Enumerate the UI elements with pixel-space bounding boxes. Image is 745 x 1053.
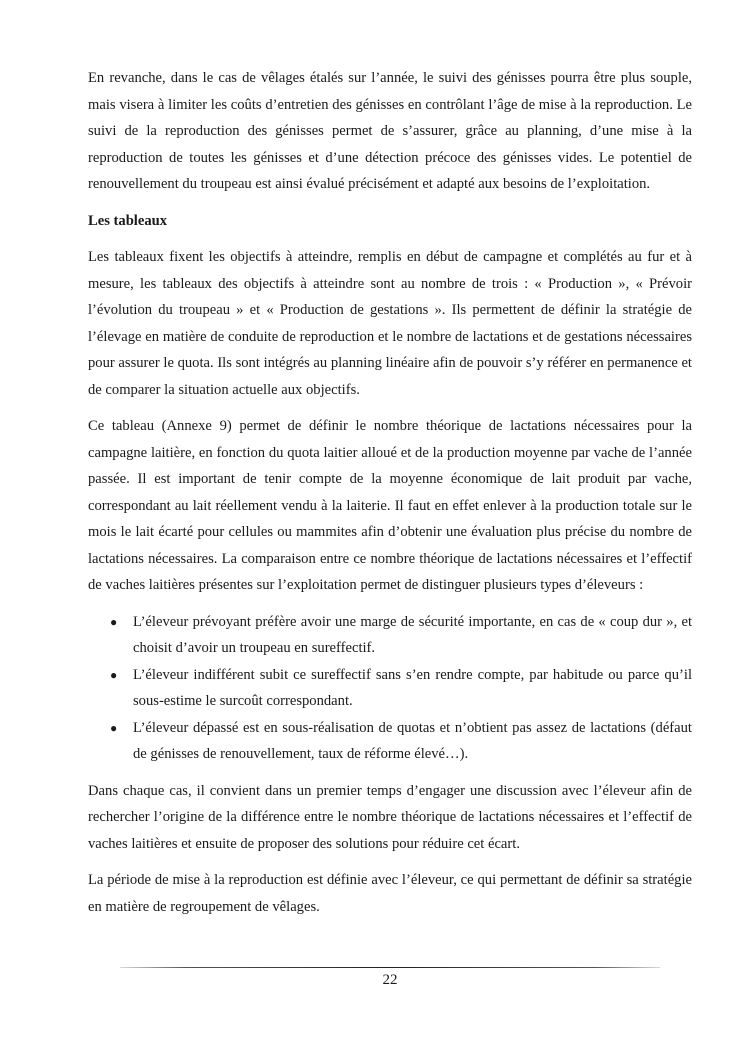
list-item [88,715,692,768]
paragraph-lactations: Ce tableau (Annexe 9) permet de définir le nombre théorique de lactations nécessaires pour la campagne laitière, en fonction du quota laitier alloué et de la production moyenne par vache de l’année passée. Il est important de tenir compte de la moyenne économique de lait produit par vache, correspondant au lait réellement vendu à la laiterie. Il faut en effet enlever à la production totale sur le mois le lait écarté pour cellules ou mammites afin d’obtenir une évaluation plus précise du nombre de lactations nécessaires. La comparaison entre ce nombre théorique de lactations nécessaires et l’effectif de vaches laitières présentes sur l’exploitation permet de distinguer plusieurs types d’éleveurs : [88,418,692,593]
list-item-text: L’éleveur prévoyant préfère avoir une marge de sécurité importante, en cas de « coup dur », et choisit d’avoir un troupeau en sureffectif. [133,613,692,656]
list-item-text: L’éleveur dépassé est en sous-réalisation de quotas et n’obtient pas assez de lactations (défaut de génisses de renouvellement, taux de réforme élevé…). [133,719,692,762]
list-item [88,609,692,662]
paragraph-heifer-monitoring: En revanche, dans le cas de vêlages étalés sur l’année, le suivi des génisses pourra être plus souple, mais visera à limiter les coûts d’entretien des génisses en contrôlant l’âge de mise à la reproduction. Le suivi de la reproduction des génisses permet de s’assurer, grâce au planning, d’une mise à la reproduction de toutes les génisses et d’une détection précoce des génisses vides. Le potentiel de renouvellement du troupeau est ainsi évalué précisément et adapté aux besoins de l’exploitation. [88,70,692,192]
list-item-text: L’éleveur indifférent subit ce sureffectif sans s’en rendre compte, par habitude ou parce qu’il sous-estime le surcoût correspondant. [133,666,692,709]
breeder-types-list [88,609,692,768]
bullet-icon: ● [110,720,118,735]
bullet-icon: ● [110,667,118,682]
list-item [88,662,692,715]
paragraph-discussion: Dans chaque cas, il convient dans un premier temps d’engager une discussion avec l’éleveur afin de rechercher l’origine de la différence entre le nombre théorique de lactations nécessaires et l’effectif de vaches laitières et ensuite de proposer des solutions pour réduire cet écart. [88,782,692,852]
footer-divider [120,967,660,968]
page-body [88,65,692,930]
paragraph-reproduction-period: La période de mise à la reproduction est définie avec l’éleveur, ce qui permettant de définir sa stratégie en matière de regroupement de vêlages. [88,872,692,915]
bullet-icon: ● [110,614,118,629]
page-number: 22 [382,972,398,988]
section-heading: Les tableaux [88,212,168,229]
paragraph-tables-objectives: Les tableaux fixent les objectifs à atteindre, remplis en début de campagne et complétés au fur et à mesure, les tableaux des objectifs à atteindre sont au nombre de trois : « Production », « Prévoir l’évolution du troupeau » et « Production de gestations ». Ils permettent de définir la stratégie de l’élevage en matière de conduite de reproduction et le nombre de lactations et de gestations nécessaires pour assurer le quota. Ils sont intégrés au planning linéaire afin de pouvoir s’y référer en permanence et de comparer la situation actuelle aux objectifs. [88,249,692,398]
